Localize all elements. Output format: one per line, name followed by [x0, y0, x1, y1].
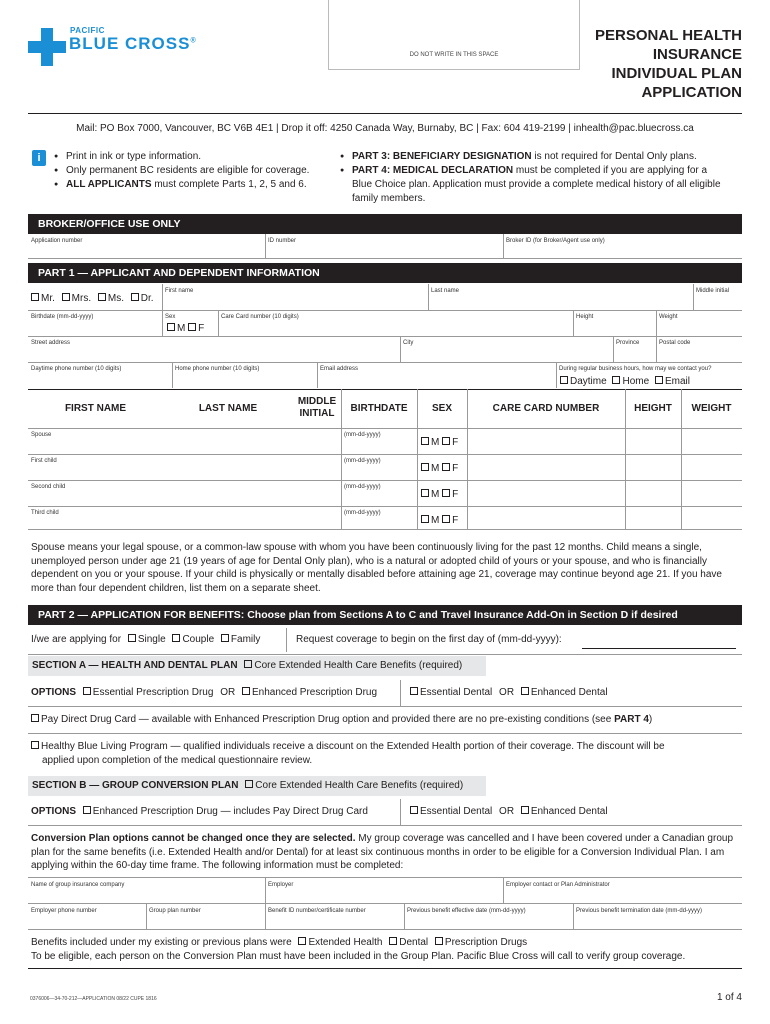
height-field[interactable]: Height	[576, 314, 594, 320]
col-care-card: CARE CARD NUMBER	[492, 403, 600, 414]
couple-checkbox	[172, 634, 180, 642]
section-a-header: SECTION A — HEALTH AND DENTAL PLAN Core Extended Health Care Benefits (required)	[28, 656, 486, 676]
employer-field[interactable]: Employer	[268, 882, 294, 888]
col-last-name: LAST NAME	[198, 403, 258, 414]
street-address-field[interactable]: Street address	[31, 340, 71, 346]
sex-f-checkbox	[188, 323, 196, 331]
postal-code-field[interactable]: Postal code	[659, 340, 691, 346]
id-number-field[interactable]: ID number	[268, 238, 297, 244]
section-a-drug-options[interactable]: OPTIONS Essential Prescription Drug OR Enhanced Prescription Drug	[31, 687, 378, 698]
page-title: PERSONAL HEALTH INSURANCE INDIVIDUAL PLAN APPLICATION	[595, 27, 742, 101]
col-sex: SEX	[431, 403, 452, 414]
province-field[interactable]: Province	[616, 340, 640, 346]
dependent-row-spouse[interactable]: Spouse	[31, 432, 52, 438]
weight-field[interactable]: Weight	[659, 314, 678, 320]
email-field[interactable]: Email address	[320, 366, 359, 372]
form-code: 0376006—34-70-212—APPLICATION 08/22 CUPE 1816	[30, 996, 157, 1002]
second-child-sex-options[interactable]: M F	[421, 489, 458, 500]
dependent-row-first-child[interactable]: First child	[31, 458, 57, 464]
col-first-name: FIRST NAME	[64, 403, 127, 414]
group-plan-number-field[interactable]: Group plan number	[149, 908, 201, 914]
conversion-plan-note: Conversion Plan options cannot be changed once they are selected. My group coverage was cancelled and I have been covered under a Canadian group plan for the same benefits (i.e. Extended Health and/or Dental) for at least six continuous months in order to be eligible for a Conversion Individual Plan. I am applying within the 60-day time frame. The following information must be completed:	[31, 833, 734, 871]
contact-options[interactable]: Daytime Home Email	[560, 376, 690, 387]
dependent-row-second-child[interactable]: Second child	[31, 484, 66, 490]
city-field[interactable]: City	[403, 340, 414, 346]
section-b-dental-options[interactable]: Essential Dental OR Enhanced Dental	[410, 806, 608, 817]
benefit-id-field[interactable]: Benefit ID number/certificate number	[268, 908, 366, 914]
mr-checkbox	[31, 293, 39, 301]
sex-m-checkbox	[167, 323, 175, 331]
col-height: HEIGHT	[634, 403, 672, 414]
coverage-start-label: Request coverage to begin on the first day of (mm-dd-yyyy):	[296, 634, 562, 645]
first-child-sex-options[interactable]: M F	[421, 463, 458, 474]
dependent-row-third-child[interactable]: Third child	[31, 510, 59, 516]
broker-heading: BROKER/OFFICE USE ONLY	[28, 214, 742, 234]
care-card-field[interactable]: Care Card number (10 digits)	[221, 314, 299, 320]
spouse-sex-options[interactable]: M F	[421, 437, 458, 448]
home-checkbox	[612, 376, 620, 384]
dr-checkbox	[131, 293, 139, 301]
section-b-header: SECTION B — GROUP CONVERSION PLAN Core Extended Health Care Benefits (required)	[28, 776, 486, 796]
mrs-checkbox	[62, 293, 70, 301]
sex-label: Sex	[165, 314, 176, 320]
part2-heading: PART 2 — APPLICATION FOR BENEFITS: Choose plan from Sections A to C and Travel Insurance Add-On in Section D if desired	[28, 605, 742, 625]
dependent-definition-note: Spouse means your legal spouse, or a common-law spouse with whom you have been continuously living for the past 12 months. Child means a single, unemployed person under age 21 (19 years of age for Dental Only plan), who is a natural or adopted child of yours or your spouse, and who is financially dependent on you or your spouse. If your child is physically or mentally disabled before attaining age 21, coverage may continue beyond age 21. If you have more than four dependent children, list them on a separate sheet.	[31, 542, 722, 594]
do-not-write-box: DO NOT WRITE IN THIS SPACE	[328, 0, 580, 70]
blue-cross-logo-icon	[28, 28, 66, 66]
pay-direct-option[interactable]: Pay Direct Drug Card — available with Enhanced Prescription Drug option and provided there are no pre-existing conditions (see PART 4)	[31, 714, 652, 725]
birthdate-field[interactable]: Birthdate (mm-dd-yyyy)	[31, 314, 94, 320]
third-child-sex-options[interactable]: M F	[421, 515, 458, 526]
section-a-dental-options[interactable]: Essential Dental OR Enhanced Dental	[410, 687, 608, 698]
benefit-termination-date-field[interactable]: Previous benefit termination date (mm-dd-yyyy)	[576, 908, 703, 914]
employer-contact-field[interactable]: Employer contact or Plan Administrator	[506, 882, 610, 888]
daytime-phone-field[interactable]: Daytime phone number (10 digits)	[31, 366, 122, 372]
info-list-right: ● PART 3: BENEFICIARY DESIGNATION is not required for Dental Only plans. ● PART 4: MEDICAL DECLARATION must be completed if you are applying for a Blue Choice plan. Application must provide a complete medical history of all eligible family members.	[340, 150, 725, 206]
applying-for-options[interactable]: I/we are applying for Single Couple Family	[31, 634, 261, 645]
application-number-field[interactable]: Application number	[31, 238, 83, 244]
contact-question: During regular business hours, how may we contact you?	[559, 366, 712, 372]
col-weight: WEIGHT	[691, 403, 732, 414]
home-phone-field[interactable]: Home phone number (10 digits)	[175, 366, 260, 372]
email-checkbox	[655, 376, 663, 384]
logo-big-text: BLUE CROSS®	[69, 34, 197, 53]
last-name-field[interactable]: Last name	[431, 288, 460, 294]
group-insurance-company-field[interactable]: Name of group insurance company	[31, 882, 125, 888]
middle-initial-field[interactable]: Middle initial	[696, 288, 730, 294]
broker-id-field[interactable]: Broker ID (for Broker/Agent use only)	[506, 238, 605, 244]
benefits-included-options[interactable]: Benefits included under my existing or previous plans were Extended Health Dental Prescription Drugs	[31, 937, 528, 948]
col-birthdate: BIRTHDATE	[350, 403, 408, 414]
healthy-blue-living-option[interactable]: Healthy Blue Living Program — qualified individuals receive a discount on the Extended Health portion of their coverage. The discount will be applied upon completion of the medical questionnaire review.	[31, 740, 739, 767]
employer-phone-field[interactable]: Employer phone number	[31, 908, 97, 914]
first-name-field[interactable]: First name	[165, 288, 194, 294]
info-icon: i	[32, 150, 46, 166]
contact-line: Mail: PO Box 7000, Vancouver, BC V6B 4E1 | Drop it off: 4250 Canada Way, Burnaby, BC | Fax: 604 419-2199 | inhealth@pac.bluecross.ca	[28, 113, 742, 134]
section-b-core-checkbox	[245, 780, 253, 788]
section-a-core-checkbox	[244, 660, 252, 668]
ms-checkbox	[98, 293, 106, 301]
daytime-checkbox	[560, 376, 568, 384]
single-checkbox	[128, 634, 136, 642]
section-b-drug-option[interactable]: OPTIONS Enhanced Prescription Drug — includes Pay Direct Drug Card	[31, 806, 368, 817]
benefit-effective-date-field[interactable]: Previous benefit effective date (mm-dd-yyyy)	[407, 908, 526, 914]
eligibility-note: To be eligible, each person on the Conversion Plan must have been included in the Group Plan. Pacific Blue Cross will call to verify group coverage.	[31, 951, 686, 962]
col-middle-initial: MIDDLE INITIAL	[297, 396, 337, 419]
page-number: 1 of 4	[716, 992, 742, 1003]
coverage-start-input[interactable]	[582, 648, 736, 649]
sex-options[interactable]: M F	[167, 323, 204, 334]
part1-heading: PART 1 — APPLICANT AND DEPENDENT INFORMATION	[28, 263, 742, 283]
family-checkbox	[221, 634, 229, 642]
logo-small-text: PACIFIC	[70, 26, 105, 35]
title-options[interactable]: Mr. Mrs. Ms. Dr.	[31, 293, 154, 304]
info-list-left: ● Print in ink or type information. ● Only permanent BC residents are eligible for coverage. ● ALL APPLICANTS must complete Parts 1, 2, 5 and 6.	[54, 150, 334, 192]
